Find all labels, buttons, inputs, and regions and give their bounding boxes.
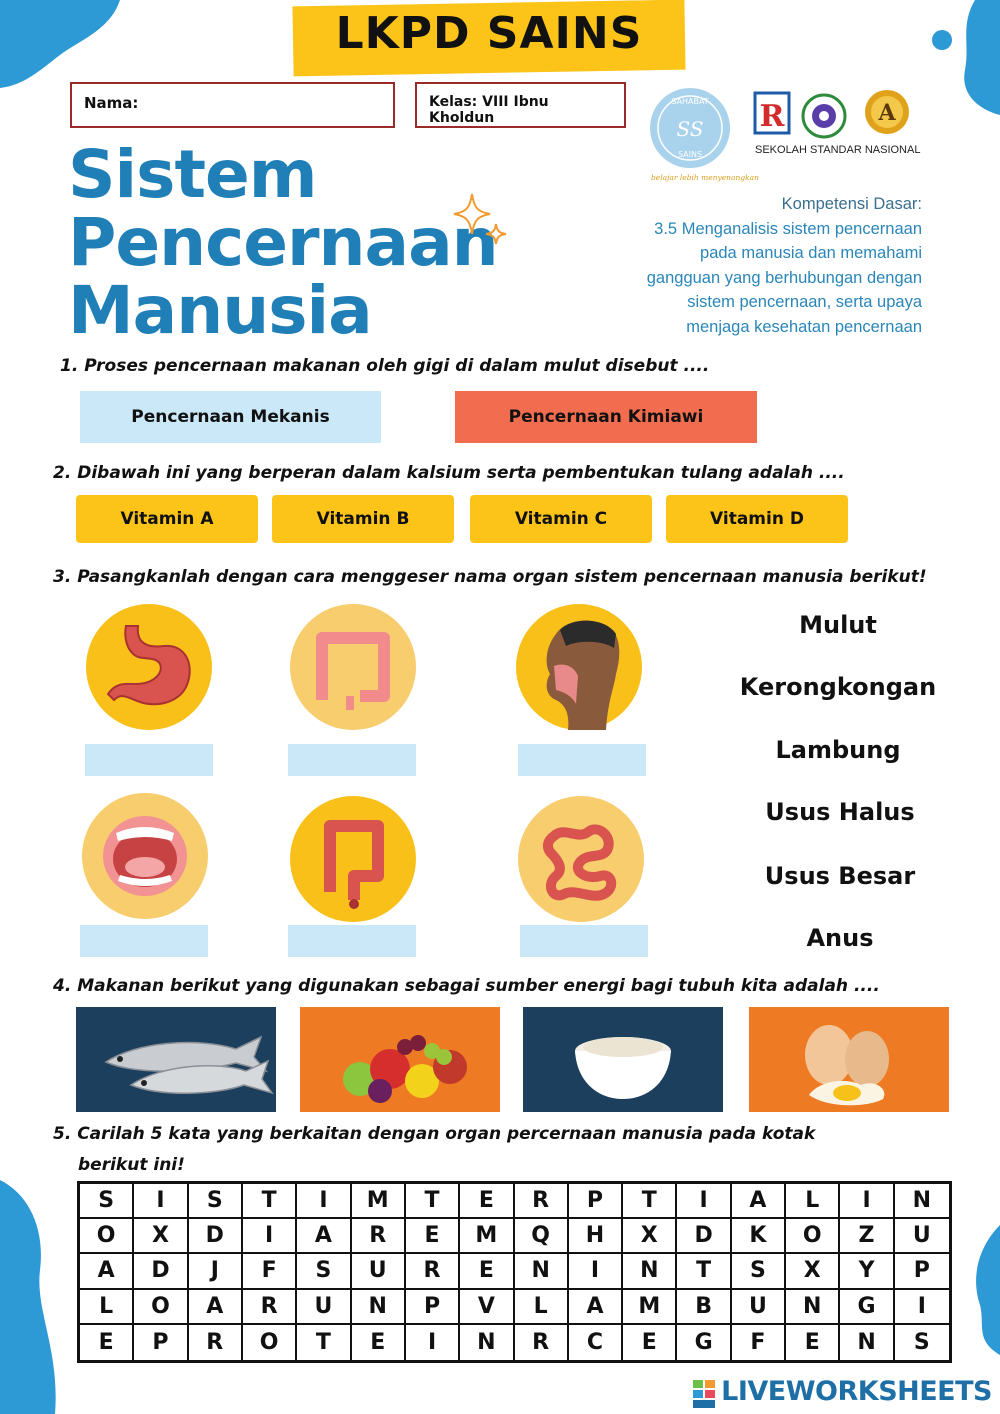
organ-image-colon-rectum xyxy=(290,796,416,922)
grid-cell[interactable]: G xyxy=(840,1290,894,1325)
small-intestine-icon xyxy=(518,796,644,922)
grid-cell[interactable]: S xyxy=(80,1184,134,1219)
grid-cell[interactable]: E xyxy=(786,1325,840,1360)
grid-cell[interactable]: U xyxy=(297,1290,351,1325)
grid-cell[interactable]: S xyxy=(189,1184,243,1219)
grid-cell[interactable]: I xyxy=(243,1219,297,1254)
organ-image-small-intestine xyxy=(518,796,644,922)
grid-cell[interactable]: G xyxy=(677,1325,731,1360)
grid-cell[interactable]: L xyxy=(80,1290,134,1325)
grid-cell[interactable]: P xyxy=(895,1254,949,1289)
grid-cell[interactable]: J xyxy=(189,1254,243,1289)
grid-cell[interactable]: S xyxy=(732,1254,786,1289)
grid-cell[interactable]: P xyxy=(569,1184,623,1219)
grid-cell[interactable]: A xyxy=(732,1184,786,1219)
name-field[interactable] xyxy=(70,82,395,128)
fish-icon xyxy=(76,1007,276,1112)
sahabat-bottom-text: SAINS xyxy=(677,150,703,159)
corner-blob-bottom-right xyxy=(955,1225,1000,1355)
grid-cell[interactable]: I xyxy=(297,1184,351,1219)
q1-option-kimiawi[interactable]: Pencernaan Kimiawi xyxy=(455,391,757,443)
grid-cell[interactable]: X xyxy=(623,1219,677,1254)
drop-zone-2[interactable] xyxy=(288,744,416,776)
grid-cell[interactable]: R xyxy=(243,1290,297,1325)
sahabat-mid-text: SS xyxy=(676,117,704,141)
drop-zone-3[interactable] xyxy=(518,744,646,776)
organ-image-head-throat xyxy=(516,604,642,730)
organ-label-anus[interactable]: Anus xyxy=(806,924,874,952)
title-line-3: Manusia xyxy=(68,272,372,349)
question-5-line-1: 5. Carilah 5 kata yang berkaitan dengan organ percernaan manusia pada kotak xyxy=(53,1124,816,1144)
drop-zone-4[interactable] xyxy=(80,925,208,957)
grid-cell[interactable]: I xyxy=(840,1184,894,1219)
organ-image-stomach xyxy=(86,604,212,730)
grid-cell[interactable]: L xyxy=(515,1290,569,1325)
grid-cell[interactable]: A xyxy=(80,1254,134,1289)
name-label: Nama: xyxy=(84,94,139,112)
grid-cell[interactable]: E xyxy=(352,1325,406,1360)
corner-blob-bottom-left xyxy=(0,1180,70,1414)
kd-line: sistem pencernaan, serta upaya xyxy=(687,293,922,311)
grid-cell[interactable]: U xyxy=(895,1219,949,1254)
grid-cell[interactable]: F xyxy=(732,1325,786,1360)
grid-cell[interactable]: R xyxy=(515,1184,569,1219)
grid-cell[interactable]: N xyxy=(515,1254,569,1289)
grid-cell[interactable]: X xyxy=(786,1254,840,1289)
grid-cell[interactable]: M xyxy=(352,1184,406,1219)
q2-option-vitamin-b[interactable]: Vitamin B xyxy=(272,495,454,543)
kd-line: 3.5 Menganalisis sistem pencernaan xyxy=(654,219,922,238)
mouth-icon xyxy=(82,793,208,919)
sahabat-sains-logo xyxy=(643,84,759,194)
grid-cell[interactable]: T xyxy=(677,1254,731,1289)
colon-rectum-icon xyxy=(290,796,416,922)
grid-cell[interactable]: U xyxy=(352,1254,406,1289)
kd-line: gangguan yang berhubungan dengan xyxy=(646,268,922,287)
grid-cell[interactable]: R xyxy=(515,1325,569,1360)
corner-blob-top-left xyxy=(0,0,130,90)
grid-cell[interactable]: X xyxy=(134,1219,188,1254)
grid-cell[interactable]: O xyxy=(134,1290,188,1325)
q2-option-vitamin-d[interactable]: Vitamin D xyxy=(666,495,848,543)
grid-cell[interactable]: I xyxy=(134,1184,188,1219)
grid-cell[interactable]: O xyxy=(243,1325,297,1360)
grid-cell[interactable]: N xyxy=(786,1290,840,1325)
food-option-eggs[interactable] xyxy=(749,1007,949,1112)
grid-cell[interactable]: O xyxy=(786,1219,840,1254)
grid-cell[interactable]: F xyxy=(243,1254,297,1289)
school-logo-r xyxy=(752,90,794,138)
grid-cell[interactable]: E xyxy=(80,1325,134,1360)
liveworksheets-logo-icon xyxy=(693,1380,715,1408)
question-3: 3. Pasangkanlah dengan cara menggeser nama organ sistem pencernaan manusia berikut! xyxy=(53,567,927,587)
head-profile-icon xyxy=(516,604,642,730)
grid-cell[interactable]: Z xyxy=(840,1219,894,1254)
grid-cell[interactable]: P xyxy=(134,1325,188,1360)
class-field xyxy=(415,82,626,128)
drop-zone-1[interactable] xyxy=(85,744,213,776)
grid-cell[interactable]: R xyxy=(406,1254,460,1289)
q1-option-mekanis[interactable]: Pencernaan Mekanis xyxy=(80,391,381,443)
svg-text:A: A xyxy=(878,100,896,126)
grid-cell[interactable]: E xyxy=(623,1325,677,1360)
organ-label-usus-halus[interactable]: Usus Halus xyxy=(765,798,915,826)
question-2: 2. Dibawah ini yang berperan dalam kalsium serta pembentukan tulang adalah .... xyxy=(53,463,845,483)
organ-label-lambung[interactable]: Lambung xyxy=(775,736,901,764)
grid-cell[interactable]: E xyxy=(460,1254,514,1289)
grid-cell[interactable]: R xyxy=(352,1219,406,1254)
grid-cell[interactable]: Y xyxy=(840,1254,894,1289)
grid-cell[interactable]: C xyxy=(569,1325,623,1360)
kd-line: menjaga kesehatan pencernaan xyxy=(686,317,922,336)
fruits-icon xyxy=(300,1007,500,1112)
organ-image-mouth xyxy=(82,793,208,919)
grid-cell[interactable]: D xyxy=(677,1219,731,1254)
grid-cell[interactable]: B xyxy=(677,1290,731,1325)
grid-cell[interactable]: R xyxy=(189,1325,243,1360)
grid-cell[interactable]: M xyxy=(460,1219,514,1254)
grid-cell[interactable]: A xyxy=(189,1290,243,1325)
sahabat-top-text: SAHABAT xyxy=(671,97,709,106)
grid-cell[interactable]: V xyxy=(460,1290,514,1325)
grid-cell[interactable]: N xyxy=(352,1290,406,1325)
liveworksheets-brand: LIVEWORKSHEETS xyxy=(721,1376,992,1407)
drop-zone-6[interactable] xyxy=(520,925,648,957)
grid-cell[interactable]: D xyxy=(189,1219,243,1254)
food-option-fruits[interactable] xyxy=(300,1007,500,1112)
sahabat-tagline: belajar lebih menyenangkan xyxy=(651,173,759,182)
svg-text:R: R xyxy=(759,99,785,134)
grid-cell[interactable]: I xyxy=(895,1290,949,1325)
grid-cell[interactable]: Q xyxy=(515,1219,569,1254)
grid-cell[interactable]: O xyxy=(80,1219,134,1254)
school-seal-logo xyxy=(800,92,848,140)
sparkle-icon xyxy=(452,192,512,252)
grid-cell[interactable]: H xyxy=(569,1219,623,1254)
grid-cell[interactable]: T xyxy=(243,1184,297,1219)
title-line-1: Sistem xyxy=(68,136,317,213)
grid-cell[interactable]: E xyxy=(460,1184,514,1219)
grid-cell[interactable]: U xyxy=(732,1290,786,1325)
grid-cell[interactable]: N xyxy=(895,1184,949,1219)
grid-cell[interactable]: M xyxy=(623,1290,677,1325)
food-option-rice[interactable] xyxy=(523,1007,723,1112)
grid-cell[interactable]: K xyxy=(732,1219,786,1254)
title-line-2: Pencernaan xyxy=(68,204,498,281)
organ-label-mulut[interactable]: Mulut xyxy=(799,611,877,639)
kd-heading: Kompetensi Dasar: xyxy=(781,195,922,213)
grid-cell[interactable]: S xyxy=(913,1329,930,1355)
grid-cell[interactable]: T xyxy=(623,1184,677,1219)
kd-line: pada manusia dan memahami xyxy=(700,244,922,262)
grid-cell[interactable]: T xyxy=(406,1184,460,1219)
grid-cell[interactable]: E xyxy=(406,1219,460,1254)
stomach-icon xyxy=(86,604,212,730)
organ-image-large-intestine xyxy=(290,604,416,730)
grid-cell[interactable]: N xyxy=(840,1325,894,1360)
rice-bowl-icon xyxy=(523,1007,723,1112)
eggs-icon xyxy=(749,1007,949,1112)
question-4: 4. Makanan berikut yang digunakan sebagai sumber energi bagi tubuh kita adalah .... xyxy=(53,976,880,996)
drop-zone-5[interactable] xyxy=(288,925,416,957)
ssn-caption: SEKOLAH STANDAR NASIONAL xyxy=(755,144,921,156)
grid-cell[interactable]: I xyxy=(677,1184,731,1219)
grid-cell[interactable]: S xyxy=(297,1254,351,1289)
page-header-title: LKPD SAINS xyxy=(335,8,643,59)
word-search-grid[interactable] xyxy=(77,1181,952,1363)
corner-blob-top-right xyxy=(920,0,1000,120)
grid-cell[interactable]: P xyxy=(406,1290,460,1325)
q2-option-vitamin-c[interactable]: Vitamin C xyxy=(470,495,652,543)
question-1: 1. Proses pencernaan makanan oleh gigi di dalam mulut disebut .... xyxy=(60,356,710,376)
grid-cell[interactable]: N xyxy=(460,1325,514,1360)
class-label: Kelas: VIII Ibnu Kholdun xyxy=(429,94,549,126)
kompetensi-dasar xyxy=(582,192,922,339)
grid-cell[interactable]: T xyxy=(297,1325,351,1360)
grid-cell[interactable]: I xyxy=(406,1325,460,1360)
accreditation-a-badge xyxy=(862,87,912,137)
food-option-fish[interactable] xyxy=(76,1007,276,1112)
grid-cell[interactable]: A xyxy=(569,1290,623,1325)
grid-cell[interactable]: L xyxy=(786,1184,840,1219)
colon-icon xyxy=(290,604,416,730)
grid-cell[interactable]: I xyxy=(569,1254,623,1289)
organ-label-kerongkongan[interactable]: Kerongkongan xyxy=(739,673,937,701)
grid-cell[interactable]: D xyxy=(134,1254,188,1289)
q2-option-vitamin-a[interactable]: Vitamin A xyxy=(76,495,258,543)
grid-cell[interactable]: A xyxy=(297,1219,351,1254)
grid-cell[interactable]: N xyxy=(623,1254,677,1289)
question-5-line-2: berikut ini! xyxy=(78,1155,185,1175)
organ-label-usus-besar[interactable]: Usus Besar xyxy=(764,862,916,890)
